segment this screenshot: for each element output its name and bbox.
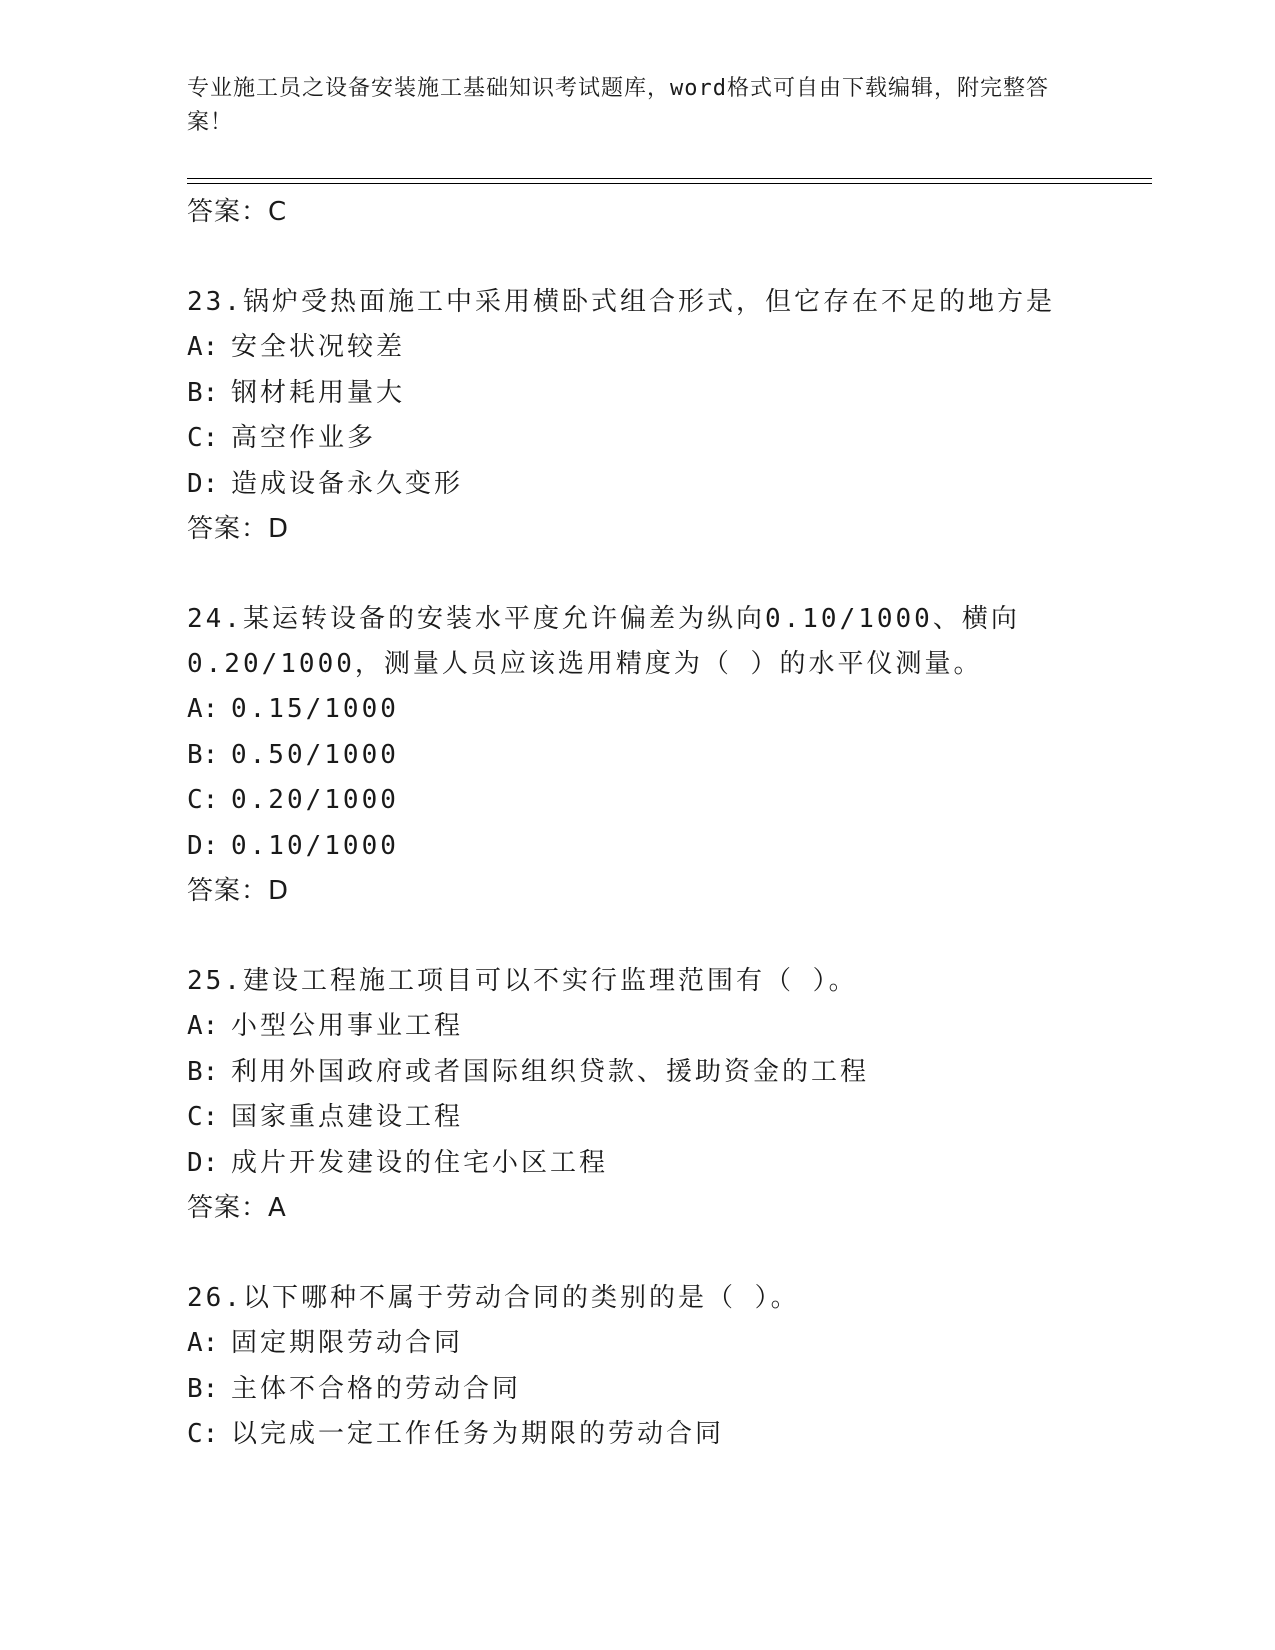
option-text: 0.50/1000 bbox=[231, 739, 399, 770]
option-letter: A: bbox=[187, 1328, 219, 1358]
option-letter: D: bbox=[187, 468, 219, 499]
option-letter: C: bbox=[187, 1419, 219, 1449]
option-b bbox=[187, 733, 1147, 779]
option-d bbox=[187, 824, 1147, 870]
option-c bbox=[187, 1412, 1147, 1458]
option-text: 主体不合格的劳动合同 bbox=[231, 1373, 522, 1404]
option-letter: D: bbox=[187, 830, 219, 861]
option-text: 国家重点建设工程 bbox=[231, 1102, 464, 1132]
option-text: 造成设备永久变形 bbox=[231, 468, 464, 499]
question-23 bbox=[187, 280, 1147, 551]
option-c bbox=[187, 1095, 1147, 1141]
option-letter: A: bbox=[187, 694, 219, 724]
page-header-title: 专业施工员之设备安装施工基础知识考试题库，word格式可自由下载编辑，附完整答案！ bbox=[187, 76, 1049, 135]
question-stem-line-2: 0.20/1000，测量人员应该选用精度为（ ）的水平仪测量。 bbox=[187, 649, 983, 679]
answer-line: 答案：D bbox=[187, 514, 290, 544]
option-a bbox=[187, 1321, 1147, 1367]
option-b bbox=[187, 371, 1147, 417]
answer-line: 答案：A bbox=[187, 1193, 287, 1223]
option-letter: B: bbox=[187, 1373, 219, 1404]
option-text: 高空作业多 bbox=[231, 423, 377, 453]
option-letter: A: bbox=[187, 332, 219, 362]
option-text: 固定期限劳动合同 bbox=[231, 1328, 464, 1358]
option-text: 0.10/1000 bbox=[231, 830, 399, 861]
option-c bbox=[187, 416, 1147, 462]
option-text: 小型公用事业工程 bbox=[231, 1011, 464, 1041]
option-text: 钢材耗用量大 bbox=[231, 377, 406, 408]
option-c bbox=[187, 778, 1147, 824]
option-text: 以完成一定工作任务为期限的劳动合同 bbox=[231, 1419, 725, 1449]
option-letter: C: bbox=[187, 423, 219, 453]
option-a bbox=[187, 687, 1147, 733]
question-stem-line-1: 24.某运转设备的安装水平度允许偏差为纵向0.10/1000、横向 bbox=[187, 604, 1020, 634]
option-b bbox=[187, 1050, 1147, 1096]
option-letter: D: bbox=[187, 1147, 219, 1178]
question-stem: 26.以下哪种不属于劳动合同的类别的是（ ）。 bbox=[187, 1283, 800, 1313]
option-a bbox=[187, 1004, 1147, 1050]
option-b bbox=[187, 1367, 1147, 1413]
question-stem: 25.建设工程施工项目可以不实行监理范围有（ ）。 bbox=[187, 966, 858, 996]
question-26 bbox=[187, 1276, 1147, 1458]
option-letter: A: bbox=[187, 1011, 219, 1041]
header-divider-line bbox=[187, 178, 1152, 179]
question-list bbox=[187, 190, 1147, 1458]
option-text: 利用外国政府或者国际组织贷款、援助资金的工程 bbox=[231, 1056, 870, 1087]
option-letter: B: bbox=[187, 739, 219, 770]
option-letter: C: bbox=[187, 785, 219, 815]
answer-line: 答案：C bbox=[187, 197, 288, 227]
header-divider-line-2 bbox=[187, 183, 1152, 184]
question-stem: 23.锅炉受热面施工中采用横卧式组合形式，但它存在不足的地方是 bbox=[187, 287, 1055, 317]
option-text: 安全状况较差 bbox=[231, 332, 406, 362]
option-d bbox=[187, 1141, 1147, 1187]
option-letter: B: bbox=[187, 1056, 219, 1087]
option-d bbox=[187, 462, 1147, 508]
option-text: 0.20/1000 bbox=[231, 785, 399, 815]
option-letter: B: bbox=[187, 377, 219, 408]
option-letter: C: bbox=[187, 1102, 219, 1132]
option-text: 0.15/1000 bbox=[231, 694, 399, 724]
answer-line: 答案：D bbox=[187, 876, 290, 906]
question-24 bbox=[187, 597, 1147, 913]
question-25 bbox=[187, 959, 1147, 1230]
option-a bbox=[187, 325, 1147, 371]
option-text: 成片开发建设的住宅小区工程 bbox=[231, 1147, 609, 1178]
